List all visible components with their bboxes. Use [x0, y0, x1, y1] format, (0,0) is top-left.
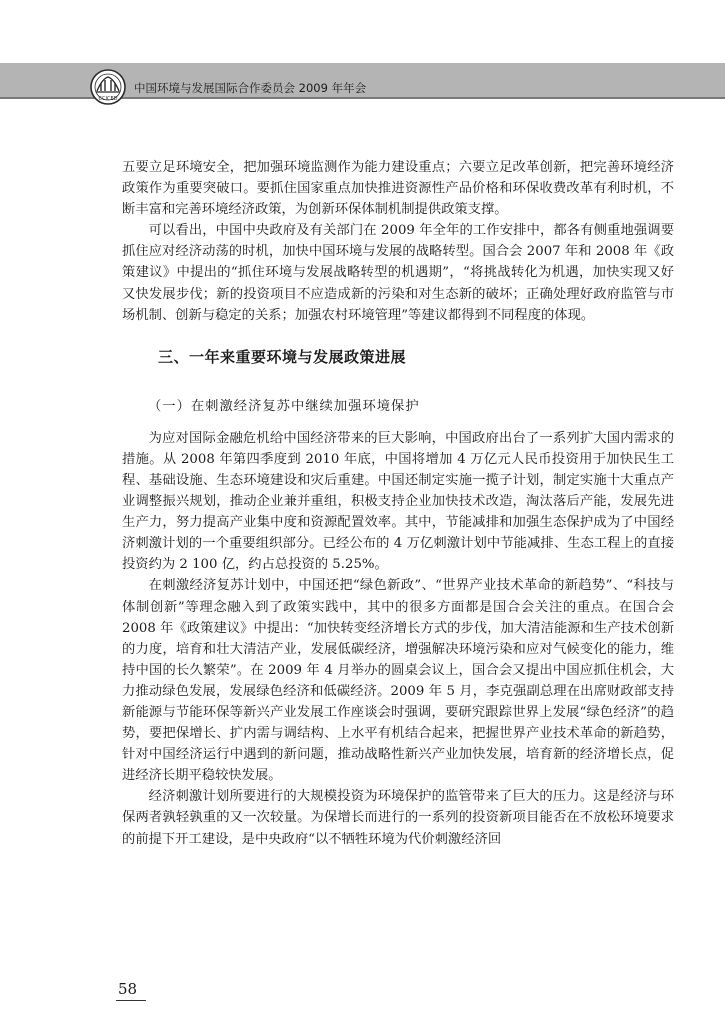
paragraph-intro-2: 可以看出，中国中央政府及有关部门在 2009 年全年的工作安排中，都各有侧重地强调要抓住应对经济动荡的时机，加快中国环境与发展的战略转型。国合会 2007 年和 2008 年《政策建议》中提出的“抓住环境与发展战略转型的机遇期”，“将挑战转化为机遇，加快实现又好又快发展步伐；新的投资项目不应造成新的污染和对生态新的破坏；正确处理好政府监管与市场机制、创新与稳定的关系；加强农村环境管理”等建议都得到不同程度的体现。	[122, 223, 674, 323]
cciced-logo	[88, 67, 128, 107]
page-number-rule	[116, 1000, 146, 1001]
page-content	[122, 157, 674, 850]
paragraph-main-1: 为应对国际金融危机给中国经济带来的巨大影响，中国政府出台了一系列扩大国内需求的措施。从 2008 年第四季度到 2010 年底，中国将增加 4 万亿元人民币投资用于加快民生工程、基础设施、生态环境建设和灾后重建。中国还制定实施一揽子计划，制定实施十大重点产业调整振兴规划，推动企业兼并重组，积极支持企业加快技术改造，淘汰落后产能，发展先进生产力，努力提高产业集中度和资源配置效率。其中，节能减排和加强生态保护成为了中国经济刺激计划的一个重要组织部分。已经公布的 4 万亿刺激计划中节能减排、生态工程上的直接投资约为 2 100 亿，约占总投资的 5.25%。	[122, 430, 674, 573]
paragraph-main-3: 经济刺激计划所要进行的大规模投资为环境保护的监管带来了巨大的压力。这是经济与环保两者孰轻孰重的又一次较量。为保增长而进行的一系列的投资新项目能否在不放松环境要求的前提下开工建设，是中央政府“以不牺牲环境为代价刺激经济回	[122, 789, 674, 847]
logo-text: CCICED	[98, 96, 118, 102]
page-number: 58	[118, 980, 138, 998]
header-title: 中国环境与发展国际合作委员会 2009 年年会	[134, 81, 367, 95]
paragraph-main-2: 在刺激经济复苏计划中，中国还把“绿色新政”、“世界产业技术革命的新趋势”、“科技与体制创新”等理念融入到了政策实践中，其中的很多方面都是国合会关注的重点。在国合会 2008 年《政策建议》中提出：“加快转变经济增长方式的步伐，加大清洁能源和生产技术创新的力度，培育和壮大清洁产业，发展低碳经济，增强解决环境污染和应对气候变化的能力，维持中国的长久繁荣”。在 2009 年 4 月举办的圆桌会议上，国合会又提出中国应抓住机会，大力推动绿色发展，发展绿色经济和低碳经济。2009 年 5 月，李克强副总理在出席财政部支持新能源与节能环保等新兴产业发展工作座谈会时强调，要研究跟踪世界上发展“绿色经济”的趋势，要把保增长、扩内需与调结构、上水平有机结合起来，把握世界产业技术革命的新趋势，针对中国经济运行中遇到的新问题，推动战略性新兴产业加快发展，培育新的经济增长点，促进经济长期平稳较快发展。	[122, 578, 674, 784]
paragraph-intro-1: 五要立足环境安全，把加强环境监测作为能力建设重点；六要立足改革创新，把完善环境经济政策作为重要突破口。要抓住国家重点加快推进资源性产品价格和环保收费改革有利时机，不断丰富和完善环境经济政策，为创新环保体制机制提供政策支撑。	[122, 160, 674, 218]
sub-heading: （一）在刺激经济复苏中继续加强环境保护	[148, 398, 420, 414]
section-heading: 三、一年来重要环境与发展政策进展	[158, 347, 407, 366]
